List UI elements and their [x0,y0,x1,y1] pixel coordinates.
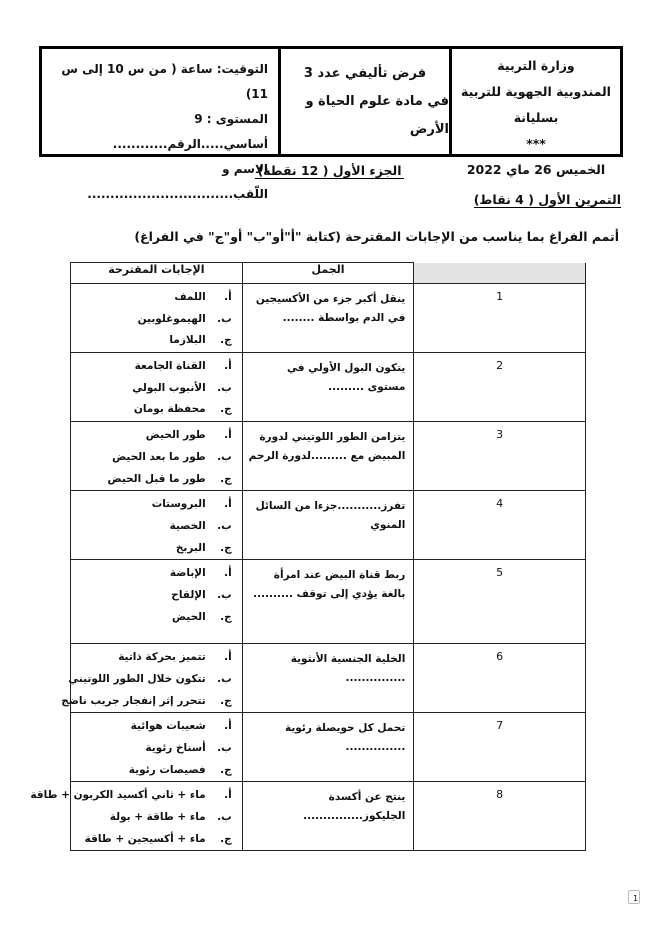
exam-date: الخميس 26 ماي 2022 [466,162,606,177]
header-student-info [42,49,278,201]
question-row [71,713,586,782]
option-letter: أ. [224,567,232,580]
answer-options [61,644,243,713]
question-number: 1 [414,284,586,353]
option-text: أسناخ رئوية [145,742,206,754]
answer-option [75,378,232,400]
header-answers: الإجابات المقترحة [71,263,243,284]
question-row [71,560,586,644]
option-text: الحيض [171,610,206,623]
answer-option [75,330,232,352]
option-text: طور ما بعد الحيض [112,450,206,463]
option-text: الأنبوب البولي [132,381,206,394]
answer-options [71,560,243,644]
option-text: تتكون خلال الطور اللوتيني [68,672,206,685]
answer-option [75,309,232,331]
question-sentence[interactable]: يتكون البول الأولي في مستوى ......... [242,353,414,422]
question-sentence[interactable]: تفرز...........جزءا من السائل المنوي [242,491,414,560]
question-number: 2 [414,353,586,422]
answer-option [75,447,232,469]
answer-options [71,353,243,422]
answer-option [75,716,232,738]
question-row [71,782,586,851]
option-text: طور الحيض [145,429,206,442]
questions-table [30,262,586,851]
header-exam-title [278,49,452,154]
question-number: 7 [414,713,586,782]
answer-option [75,585,232,607]
option-text: ماء + طاقة + بولة [109,811,206,824]
question-number: 4 [414,491,586,560]
answer-option [75,607,232,629]
question-row [71,644,586,713]
option-text: الهيموغلوبين [137,312,206,325]
answer-option [75,469,232,491]
answer-option [75,425,232,447]
table-corner [414,263,586,284]
student-name-field[interactable]: الاسم و اللّقب................................ [87,162,268,201]
question-sentence[interactable]: ربط قناة البيض عند امرأة بالغة يؤدي إلى توقف .......... [242,560,414,644]
option-text: البروستات [151,498,206,511]
answer-option [75,807,232,829]
option-letter: ج. [220,541,232,554]
answer-option [68,669,232,691]
question-row [71,284,586,353]
answer-option [75,829,232,851]
answer-options [71,491,243,560]
student-level-number: المستوى : 9 أساسي.....الرقم............ [112,112,268,151]
option-letter: ب. [217,672,232,685]
question-number: 8 [414,782,586,851]
option-text: فصيصات رئوية [128,763,206,776]
option-letter: أ. [224,498,232,511]
option-text: محفظة بومان [133,403,206,416]
option-letter: ب. [217,450,232,463]
option-text: القناة الجامعة [134,360,206,373]
part-title: الجزء الأول ( 12 نقطة) [257,163,402,178]
option-letter: ب. [217,381,232,394]
header-stars: *** [526,136,546,151]
option-letter: ب. [217,742,232,754]
question-sentence[interactable]: ينقل أكبر جزء من الأكسيجين في الدم بواسطة ........ [242,284,414,353]
option-letter: أ. [224,720,232,733]
question-number: 3 [414,422,586,491]
option-letter: ب. [217,519,232,532]
answer-option [30,785,232,807]
question-sentence[interactable]: تحمل كل حويصلة رئوية ............... [242,713,414,782]
option-letter: ج. [220,694,232,707]
exercise-instruction: أتمم الفراغ بما يناسب من الإجابات المقترحة (كتابة "أ"أو"ب" أو"ج" في الفراغ) [134,229,619,244]
option-text: الإباضة [169,567,206,580]
option-text: الخصية [169,519,206,532]
option-text: البربخ [175,541,206,554]
option-letter: أ. [224,429,232,442]
option-text: طور ما قبل الحيض [107,472,206,485]
option-letter: ج. [220,472,232,485]
option-letter: ج. [220,403,232,416]
exam-title: فرض تأليفي عدد 3 [303,65,427,81]
answer-option [75,760,232,782]
option-letter: أ. [224,360,232,373]
option-text: اللمف [174,291,206,303]
answer-options [30,782,243,851]
option-text: تتميز بحركة ذاتية [118,651,206,664]
header-institution [452,49,620,177]
option-letter: أ. [224,789,232,802]
exam-subject: في مادة علوم الحياة و الأرض [305,93,449,137]
option-text: البلازما [169,334,206,347]
answer-option [75,538,232,560]
question-row [71,353,586,422]
question-sentence[interactable]: يتزامن الطور اللوتيني لدورة المبيض مع .........لدورة الرحم [242,422,414,491]
answer-option [75,494,232,516]
answer-option [75,516,232,538]
answer-option [75,356,232,378]
option-letter: ب. [217,811,232,824]
question-row [71,491,586,560]
ministry-name: وزارة التربية [497,58,575,73]
question-row [71,422,586,491]
option-letter: ج. [220,334,232,347]
answer-options [71,713,243,782]
option-text: شعيبات هوائية [130,720,206,733]
option-text: ماء + أكسيجين + طاقة [84,832,206,845]
regional-office: المندوبية الجهوية للتربية بسليانة [461,84,611,125]
answer-option [75,563,232,585]
question-number: 5 [414,560,586,644]
answer-option [75,399,232,421]
question-sentence[interactable]: ينتج عن أكسدة الجليكوز............... [242,782,414,851]
option-letter: ج. [220,610,232,623]
option-letter: ج. [220,832,232,845]
answer-option [75,738,232,760]
answer-option [75,647,232,669]
option-letter: ب. [217,312,232,325]
option-text: ماء + ثاني أكسيد الكربون + طاقة [30,789,206,802]
option-letter: ج. [220,763,232,776]
option-letter: أ. [224,651,232,664]
header-sentences: الجمل [242,263,414,284]
answer-options [71,284,243,353]
question-number: 6 [414,644,586,713]
option-letter: ب. [217,588,232,601]
page-number: 1 [633,894,639,903]
exam-time: التوقيت: ساعة ( من س 10 إلى س 11) [61,62,268,101]
answer-options [71,422,243,491]
answer-option [61,691,232,713]
answer-option [75,287,232,309]
question-sentence[interactable]: الخلية الجنسية الأنثوية ............... [242,644,414,713]
exercise-title: التمرين الأول ( 4 نقاط) [473,192,621,207]
option-letter: أ. [224,291,232,303]
option-text: تتحرر إثر إنفجار جريب ناضج [61,694,206,707]
option-text: الإلقاح [171,588,206,601]
